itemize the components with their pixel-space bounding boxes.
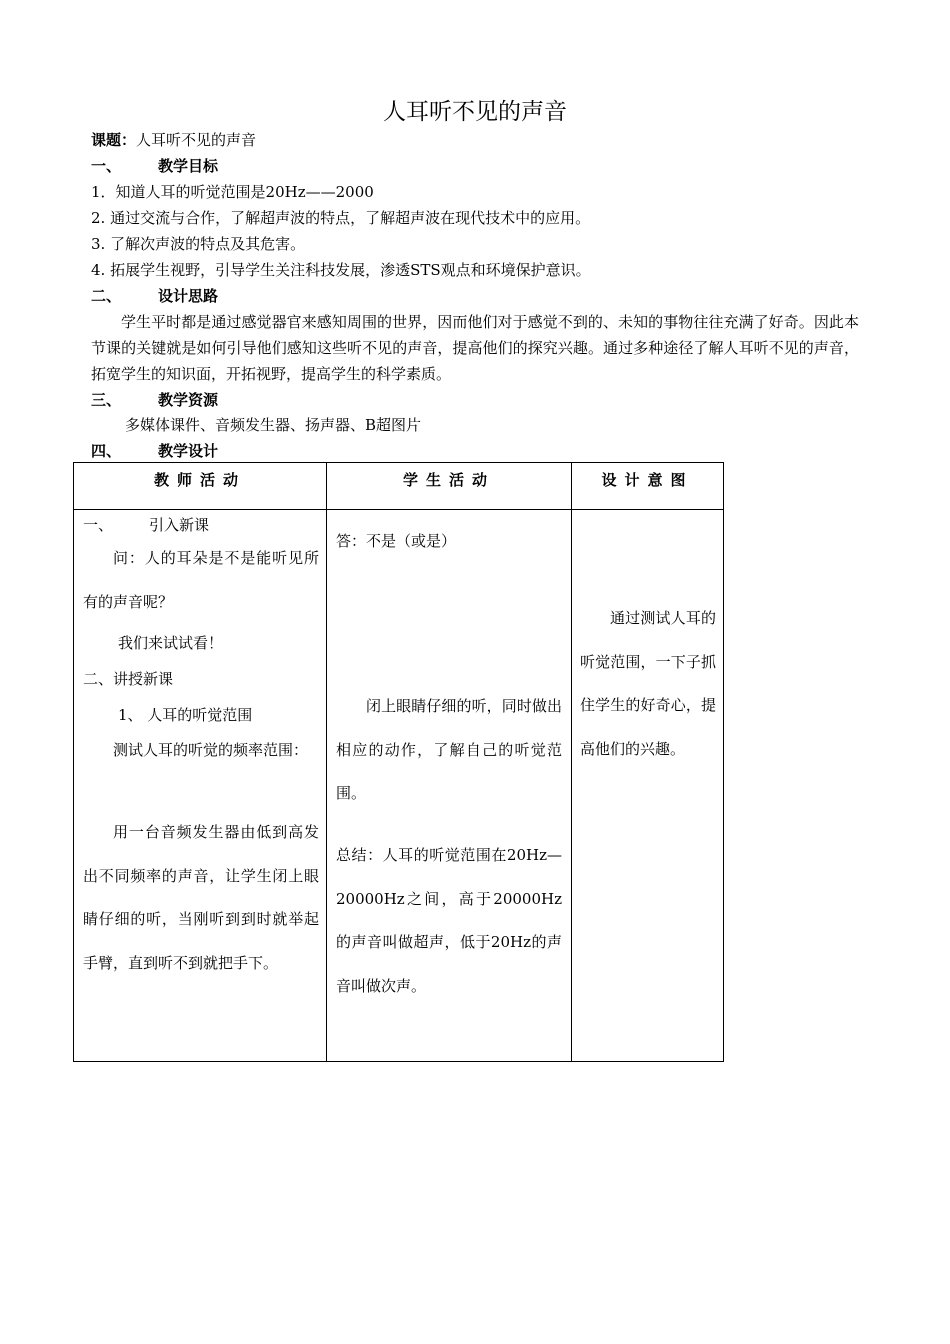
topic-value: 人耳听不见的声音 — [136, 131, 257, 149]
section-number: 四、 — [91, 442, 122, 460]
header-design-intent: 设计意图 — [572, 463, 724, 510]
page-title: 人耳听不见的声音 — [383, 99, 567, 125]
intro-number: 一、 — [83, 516, 114, 534]
intro-title: 引入新课 — [149, 516, 210, 534]
student-summary: 总结：人耳的听觉范围在20Hz—20000Hz之间，高于20000Hz的声音叫做超声，低于20Hz的声音叫做次声。 — [336, 846, 562, 995]
procedure-text: 用一台音频发生器由低到高发出不同频率的声音，让学生闭上眼睛仔细的听，当刚听到到时就举起手臂，直到听不到就把手下。 — [83, 823, 319, 972]
teacher-activity-cell — [74, 510, 327, 1062]
section-design-idea-heading — [91, 285, 218, 307]
question-text: 问：人的耳朵是不是能听见所有的声音呢？ — [83, 549, 319, 611]
section-title: 教学目标 — [158, 157, 219, 175]
section-number: 一、 — [91, 157, 122, 175]
try-it-text: 我们来试试看！ — [118, 634, 224, 652]
new-lesson-heading: 二、讲授新课 — [83, 670, 174, 688]
section-goals-heading — [91, 155, 218, 177]
goal-item: 3. 了解次声波的特点及其危害。 — [91, 235, 306, 253]
teaching-design-table — [73, 462, 724, 1062]
design-intent-text: 通过测试人耳的听觉范围，一下子抓住学生的好奇心，提高他们的兴趣。 — [580, 609, 716, 758]
table-row — [74, 510, 724, 1062]
design-idea-paragraph: 学生平时都是通过感觉器官来感知周围的世界，因而他们对于感觉不到的、未知的事物往往充满了好奇。因此本节课的关键就是如何引导他们感知这些听不见的声音，提高他们的探究兴趣。通过多种途径了解人耳听不见的声音，拓宽学生的知识面，开拓视野，提高学生的科学素质。 — [91, 313, 859, 383]
student-activity-cell — [327, 510, 572, 1062]
student-answer: 答：不是（或是） — [336, 532, 457, 550]
section-title: 设计思路 — [158, 287, 219, 305]
section-number: 二、 — [91, 287, 122, 305]
section-resources-heading — [91, 389, 218, 411]
topic-line — [91, 129, 256, 151]
design-intent-cell — [572, 510, 724, 1062]
section-title: 教学资源 — [158, 391, 219, 409]
goal-item: 2. 通过交流与合作，了解超声波的特点，了解超声波在现代技术中的应用。 — [91, 209, 591, 227]
test-description: 测试人耳的听觉的频率范围： — [113, 741, 309, 759]
topic-label: 课题： — [91, 131, 137, 149]
hearing-range-subtitle: 1、 人耳的听觉范围 — [118, 706, 253, 724]
table-header-row — [74, 463, 724, 510]
section-number: 三、 — [91, 391, 122, 409]
header-teacher-activity: 教师活动 — [74, 463, 327, 510]
section-teaching-design-heading — [91, 440, 218, 462]
header-student-activity: 学生活动 — [327, 463, 572, 510]
resources-text: 多媒体课件、音频发生器、扬声器、B超图片 — [125, 416, 422, 434]
section-title: 教学设计 — [158, 442, 219, 460]
goal-item: 4. 拓展学生视野，引导学生关注科技发展，渗透STS观点和环境保护意识。 — [91, 261, 591, 279]
student-action: 闭上眼睛仔细的听，同时做出相应的动作，了解自己的听觉范围。 — [336, 697, 562, 802]
goal-item: 1．知道人耳的听觉范围是20Hz——2000 — [91, 183, 374, 201]
intro-heading — [83, 514, 209, 536]
